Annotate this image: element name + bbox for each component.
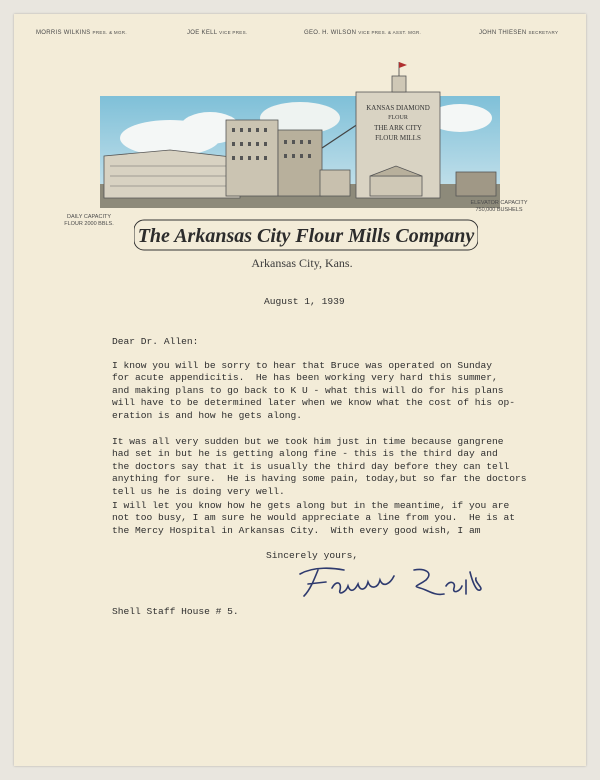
letter-page [14,14,586,766]
sign-line-3: THE ARK CITY [374,124,422,132]
sign-line-1: KANSAS DIAMOND [366,104,430,112]
sign-line-4: FLOUR MILLS [375,134,421,142]
paragraph-3: I will let you know how he gets along but in the meantime, if you are not too busy, I am sure he would appreciate a line from you. He is at the Mercy Hospital in Arkansas City. With every good wish, I am [112,500,516,536]
company-name-logo [134,217,478,253]
elevator-capacity: ELEVATOR CAPACITY 750,000 BUSHELS [470,200,528,213]
officer-4: JOHN THIESEN SECRETARY [479,30,559,36]
daily-capacity: DAILY CAPACITY FLOUR 2000 BBLS. [64,214,114,227]
company-name: The Arkansas City Flour Mills Company [137,225,475,247]
officer-3: GEO. H. WILSON VICE PRES. & ASST. MGR. [304,30,422,36]
officers-header [14,30,586,42]
salutation: Dear Dr. Allen: [112,336,199,347]
signature [294,562,494,602]
footer-address: Shell Staff House # 5. [112,606,239,617]
city-line: Arkansas City, Kans. [251,256,353,270]
sign-line-2: FLOUR [388,115,408,121]
paragraph-2: It was all very sudden but we took him just in time because gangrene had set in but he is getting along fine - this is the third day and the doctors say that it is usually the third day before they can tell anything for sure. He is having some pain, today,but so far the doctors tell us he is doing very well. [112,436,527,497]
mill-illustration [100,58,500,208]
closing: Sincerely yours, [266,550,359,561]
officer-1: MORRIS WILKINS PRES. & MGR. [36,30,127,36]
paragraph-1: I know you will be sorry to hear that Bruce was operated on Sunday for acute appendicitis. He has been working very hard this summer, and making plans to go back to K U - what this will do for his plans will have to be determined later when we know what the cost of his op- eration is and how he gets along. [112,360,516,421]
officer-2: JOE KELL VICE PRES. [187,30,248,36]
letter-date: August 1, 1939 [264,296,345,307]
